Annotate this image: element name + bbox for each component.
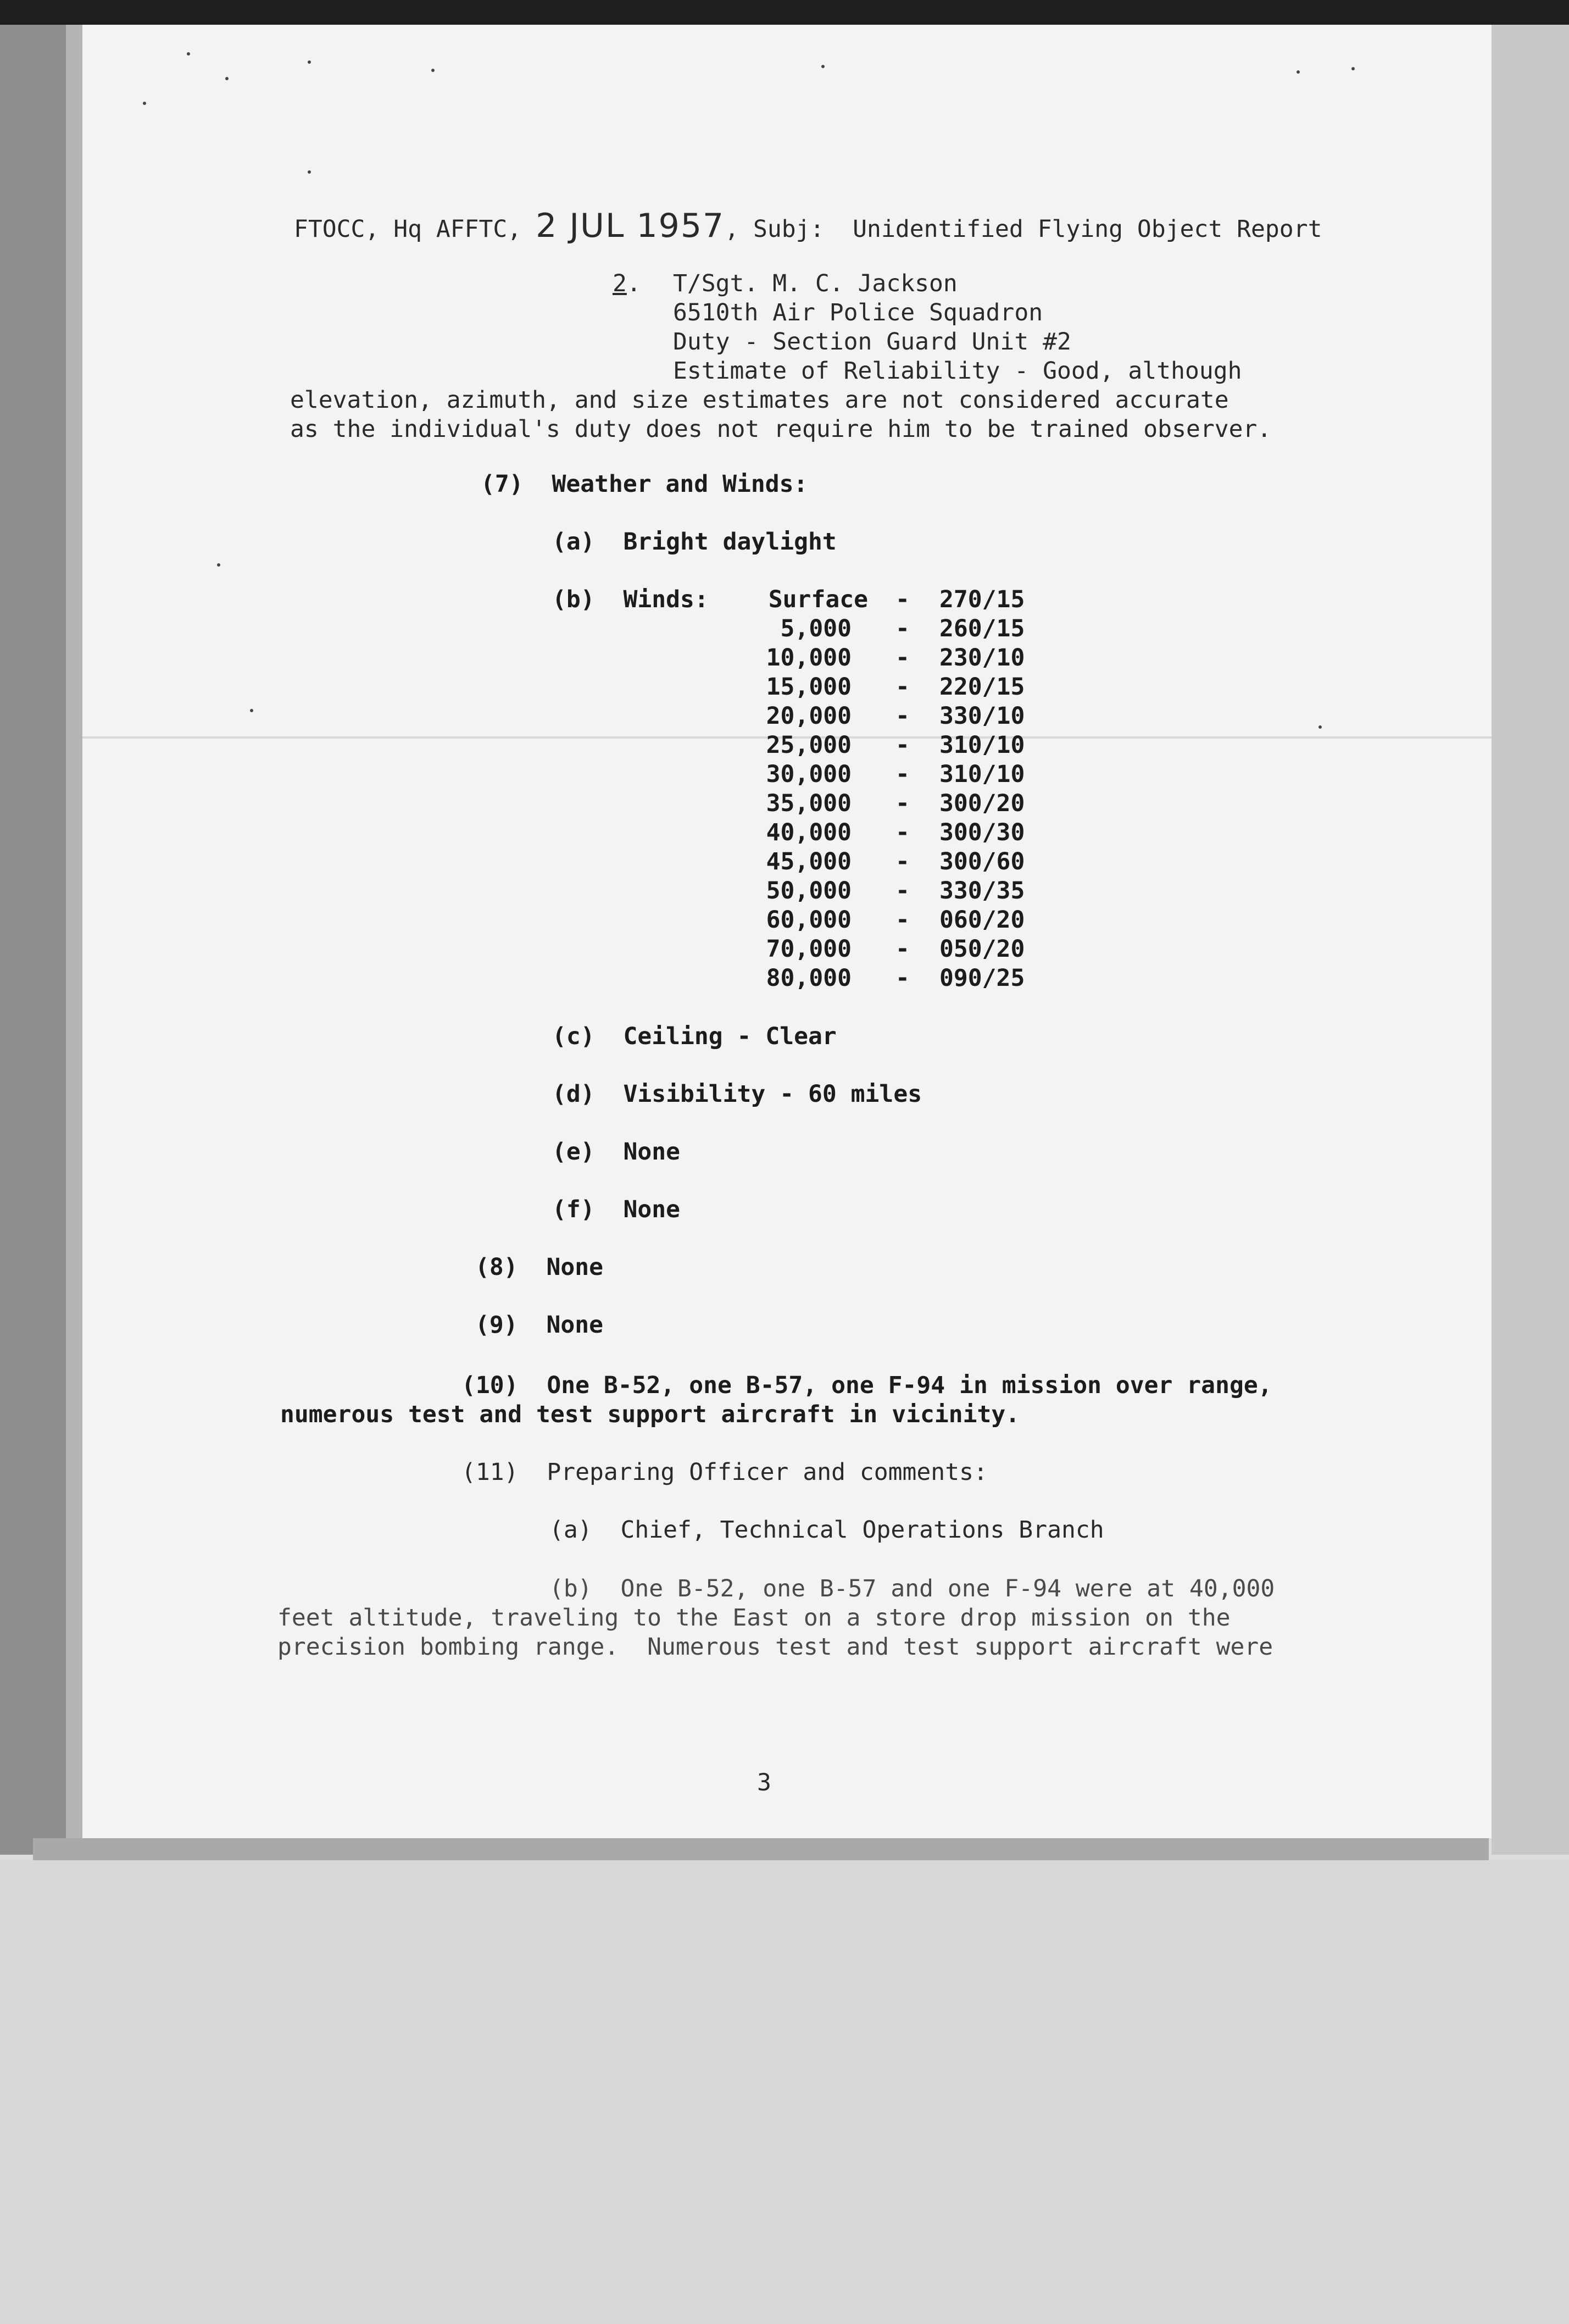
scan-speck bbox=[308, 170, 311, 174]
winds-direction: 300/30 bbox=[939, 819, 1025, 846]
winds-direction: 300/20 bbox=[939, 790, 1025, 817]
winds-direction: 330/10 bbox=[939, 702, 1025, 730]
winds-dash: - bbox=[895, 877, 910, 905]
date-stamp: 2 JUL 1957 bbox=[536, 207, 725, 245]
winds-dash: - bbox=[895, 790, 910, 817]
header-line bbox=[294, 207, 1322, 245]
weather-visibility: (d) Visibility - 60 miles bbox=[552, 1080, 922, 1108]
winds-dash: - bbox=[895, 644, 910, 672]
scan-border-right bbox=[1492, 25, 1569, 1855]
winds-altitude: 70,000 bbox=[766, 935, 852, 963]
winds-altitude: 5,000 bbox=[780, 615, 852, 642]
weather-e: (e) None bbox=[552, 1138, 680, 1166]
page-number: 3 bbox=[757, 1769, 771, 1796]
winds-dash: - bbox=[895, 586, 910, 613]
scan-speck bbox=[1351, 67, 1355, 70]
item-11a: (a) Chief, Technical Operations Branch bbox=[549, 1516, 1104, 1544]
winds-direction: 310/10 bbox=[939, 761, 1025, 788]
scan-background-lower bbox=[0, 1860, 1569, 2324]
scan-speck bbox=[308, 60, 311, 64]
winds-direction: 310/10 bbox=[939, 731, 1025, 759]
winds-direction: 220/15 bbox=[939, 673, 1025, 701]
winds-altitude: 15,000 bbox=[766, 673, 852, 701]
winds-label: (b) Winds: bbox=[552, 586, 709, 613]
winds-altitude: 20,000 bbox=[766, 702, 852, 730]
winds-altitude: 25,000 bbox=[766, 731, 852, 759]
weather-ceiling: (c) Ceiling - Clear bbox=[552, 1023, 837, 1050]
item-11: (11) Preparing Officer and comments: bbox=[461, 1458, 988, 1486]
observer-line: Estimate of Reliability - Good, although bbox=[673, 357, 1242, 385]
winds-dash: - bbox=[895, 731, 910, 759]
winds-direction: 230/10 bbox=[939, 644, 1025, 672]
winds-direction: 300/60 bbox=[939, 848, 1025, 875]
winds-altitude: 30,000 bbox=[766, 761, 852, 788]
item-9: (9) None bbox=[475, 1311, 603, 1339]
item-11b-line1: (b) One B-52, one B-57 and one F-94 were at 40,000 bbox=[549, 1575, 1275, 1602]
winds-altitude: 10,000 bbox=[766, 644, 852, 672]
item-8: (8) None bbox=[475, 1253, 603, 1281]
winds-direction: 270/15 bbox=[939, 586, 1025, 613]
scan-speck bbox=[143, 102, 146, 105]
item-11b-line3: precision bombing range. Numerous test and test support aircraft were bbox=[277, 1633, 1273, 1661]
item-11b-line2: feet altitude, traveling to the East on a store drop mission on the bbox=[277, 1604, 1231, 1632]
item-10-line1: (10) One B-52, one B-57, one F-94 in mission over range, bbox=[461, 1372, 1272, 1399]
item-10-line2: numerous test and test support aircraft in vicinity. bbox=[280, 1401, 1020, 1428]
winds-dash: - bbox=[895, 819, 910, 846]
scan-border-left bbox=[0, 25, 66, 1855]
winds-altitude: Surface bbox=[768, 586, 868, 613]
scan-speck bbox=[225, 77, 229, 80]
scan-speck bbox=[821, 65, 825, 68]
observer-line: T/Sgt. M. C. Jackson bbox=[673, 270, 958, 297]
winds-dash: - bbox=[895, 935, 910, 963]
winds-altitude: 60,000 bbox=[766, 906, 852, 934]
observer-number: 2. bbox=[613, 270, 641, 297]
weather-heading: (7) Weather and Winds: bbox=[481, 470, 808, 498]
winds-dash: - bbox=[895, 848, 910, 875]
page-bottom-shadow bbox=[33, 1838, 1489, 1860]
winds-direction: 330/35 bbox=[939, 877, 1025, 905]
winds-dash: - bbox=[895, 615, 910, 642]
winds-dash: - bbox=[895, 906, 910, 934]
winds-direction: 260/15 bbox=[939, 615, 1025, 642]
winds-altitude: 80,000 bbox=[766, 964, 852, 992]
winds-dash: - bbox=[895, 964, 910, 992]
winds-direction: 050/20 bbox=[939, 935, 1025, 963]
scan-speck bbox=[1318, 725, 1322, 729]
winds-altitude: 35,000 bbox=[766, 790, 852, 817]
winds-altitude: 45,000 bbox=[766, 848, 852, 875]
winds-dash: - bbox=[895, 761, 910, 788]
header-subject: , Subj: Unidentified Flying Object Report bbox=[725, 215, 1322, 243]
observer-number-value: 2 bbox=[613, 270, 627, 297]
weather-daylight: (a) Bright daylight bbox=[552, 528, 837, 556]
scan-speck bbox=[431, 69, 435, 72]
observer-line: 6510th Air Police Squadron bbox=[673, 299, 1043, 326]
header-prefix: FTOCC, Hq AFFTC, bbox=[294, 215, 522, 243]
winds-direction: 090/25 bbox=[939, 964, 1025, 992]
scan-speck bbox=[187, 52, 190, 56]
winds-dash: - bbox=[895, 673, 910, 701]
winds-altitude: 40,000 bbox=[766, 819, 852, 846]
scan-speck bbox=[217, 563, 220, 567]
scan-speck bbox=[1297, 70, 1300, 74]
observer-continuation: as the individual's duty does not require him to be trained observer. bbox=[290, 415, 1272, 443]
winds-dash: - bbox=[895, 702, 910, 730]
winds-direction: 060/20 bbox=[939, 906, 1025, 934]
observer-line: Duty - Section Guard Unit #2 bbox=[673, 328, 1071, 356]
observer-continuation: elevation, azimuth, and size estimates are not considered accurate bbox=[290, 386, 1229, 414]
scan-border-top bbox=[0, 0, 1569, 25]
weather-f: (f) None bbox=[552, 1196, 680, 1223]
winds-altitude: 50,000 bbox=[766, 877, 852, 905]
scan-speck bbox=[250, 709, 253, 712]
